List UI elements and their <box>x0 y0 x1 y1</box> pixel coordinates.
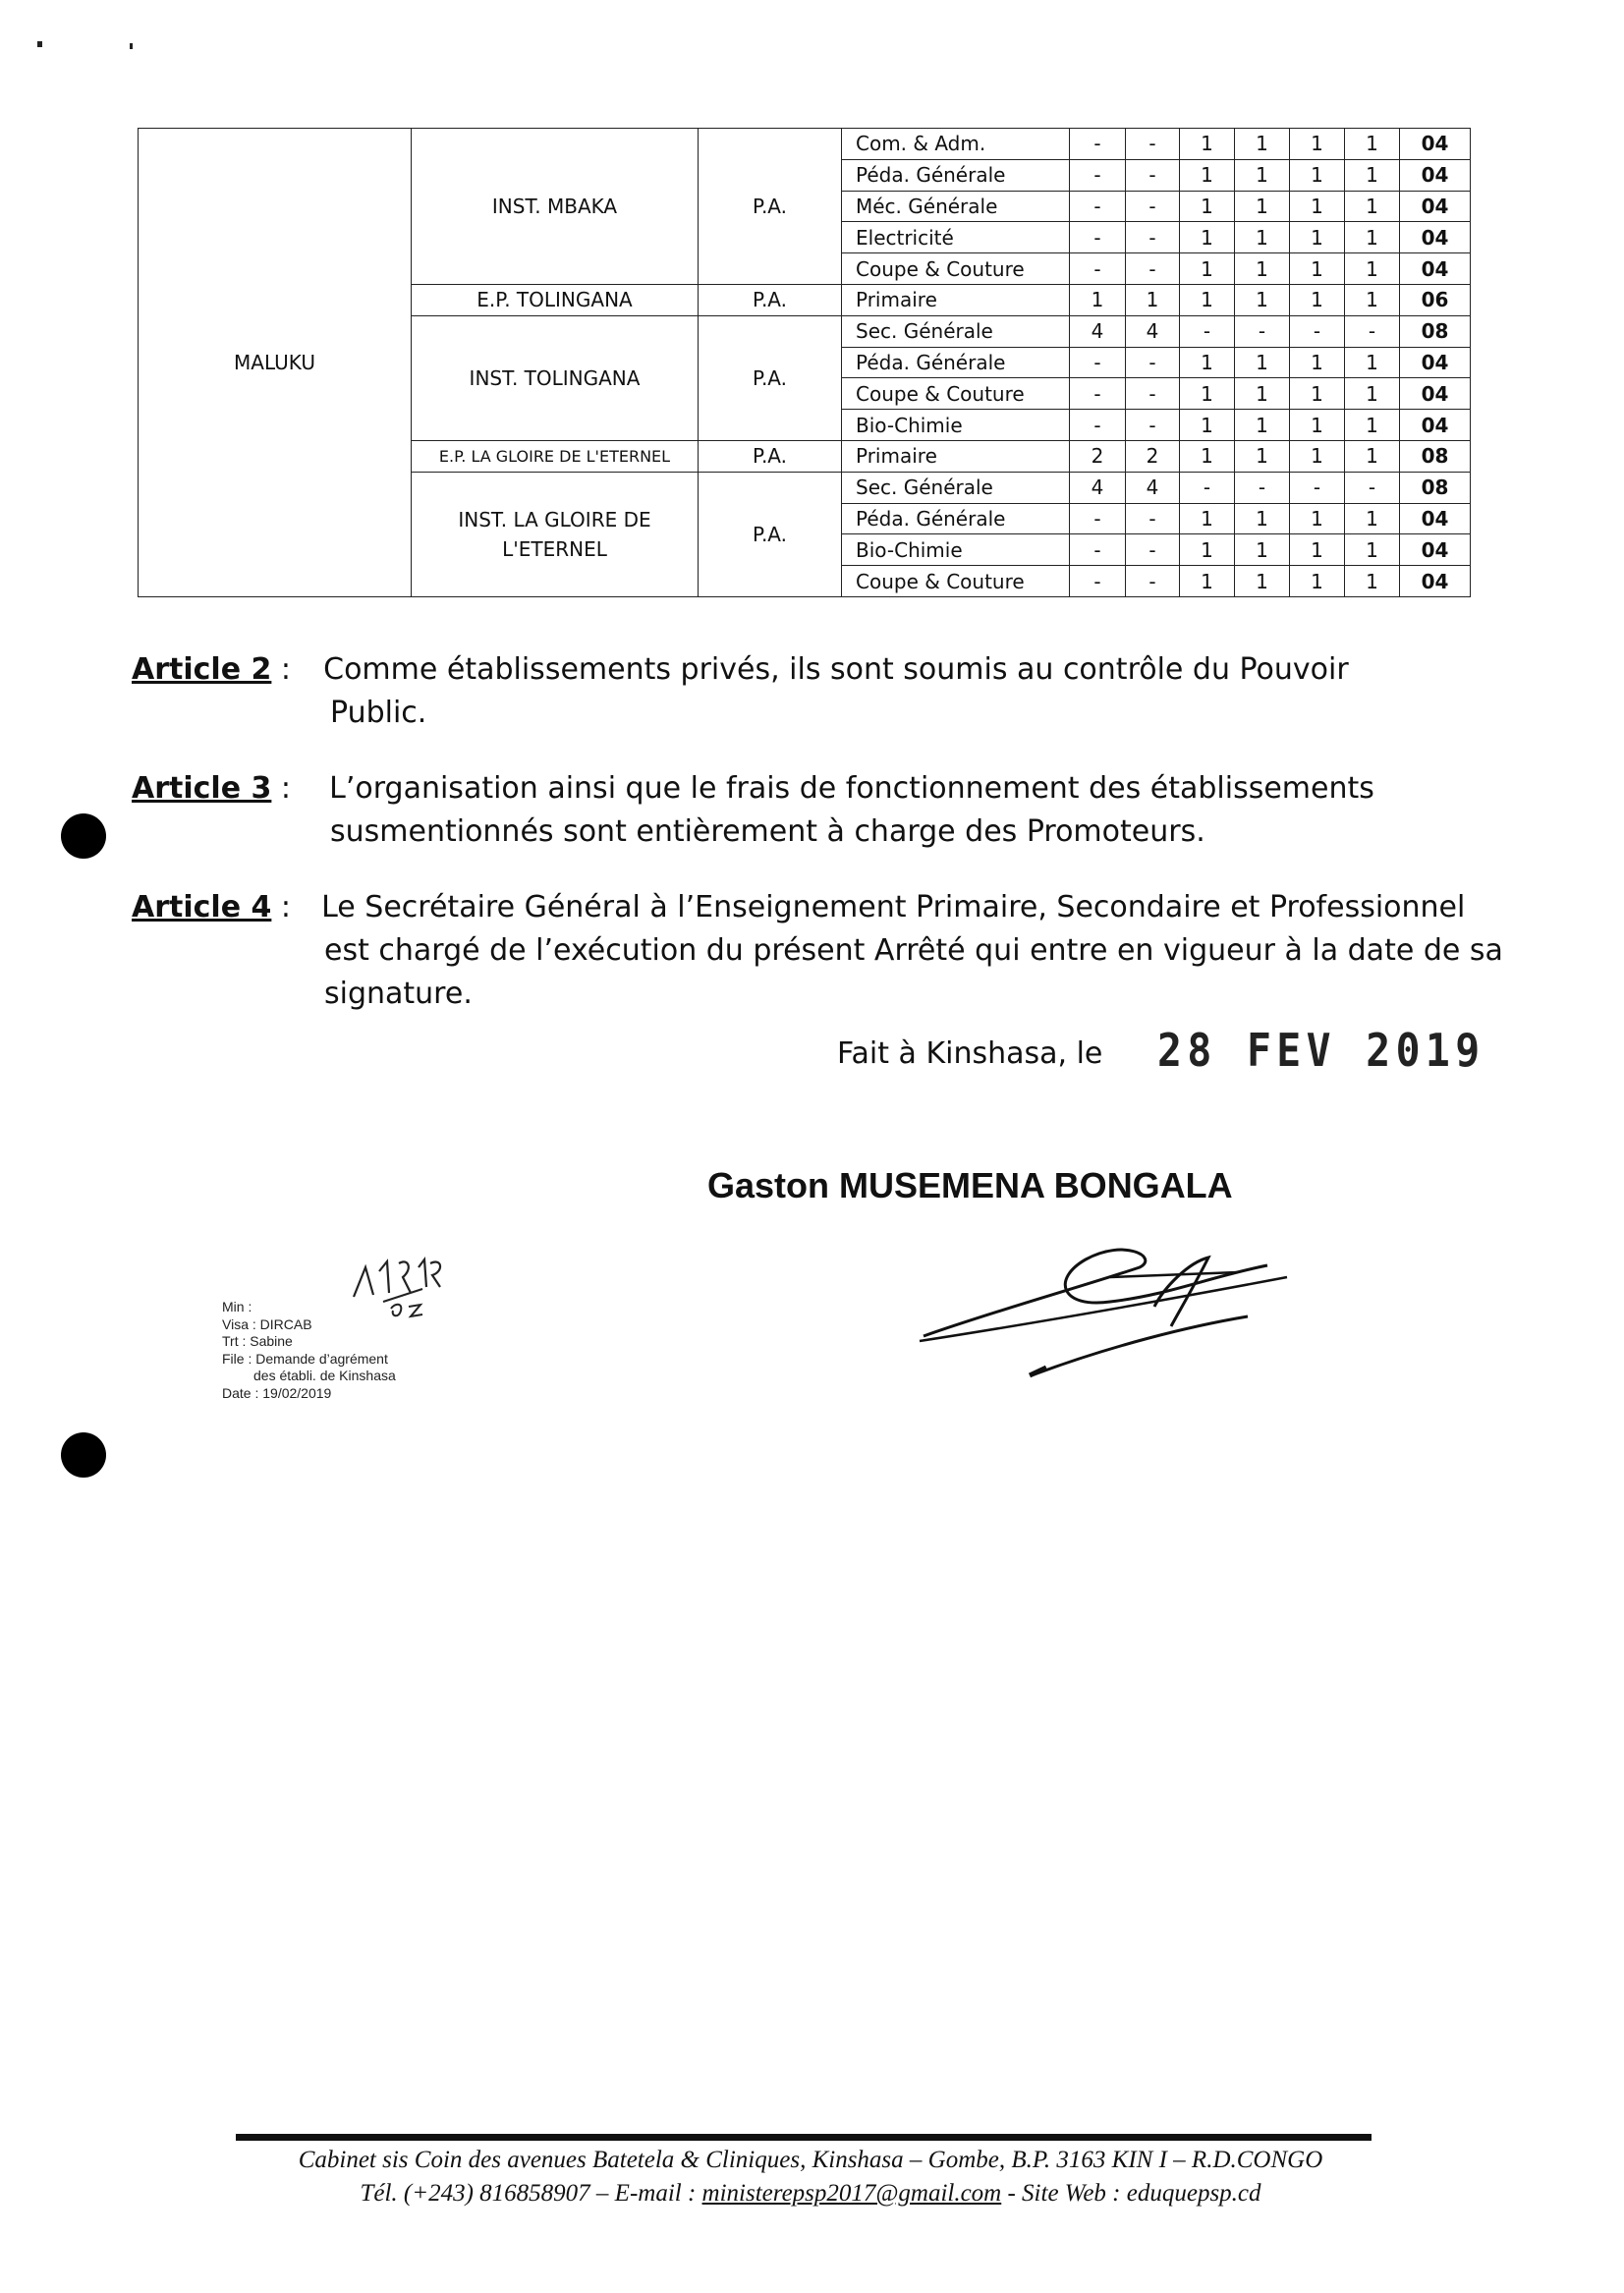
total-cell: 08 <box>1400 440 1471 472</box>
article-text: est chargé de l’exécution du présent Arrêté qui entre en vigueur à la date de sa <box>324 933 1503 968</box>
class-count-cell: 1 <box>1290 284 1345 315</box>
article-3: Article 3 : L’organisation ainsi que le frais de fonctionnement des établissements susmentionnés sont entièrement à charge des Promoteurs. <box>132 767 1487 854</box>
total-cell: 04 <box>1400 534 1471 566</box>
class-count-cell: - <box>1180 315 1235 347</box>
class-count-cell: 1 <box>1235 503 1290 534</box>
class-count-cell: 1 <box>1345 410 1400 441</box>
regime-cell: P.A. <box>699 129 842 285</box>
class-count-cell: 1 <box>1235 440 1290 472</box>
class-count-cell: 1 <box>1180 159 1235 191</box>
class-count-cell: - <box>1126 129 1180 160</box>
school-cell: E.P. TOLINGANA <box>412 284 699 315</box>
table-row <box>139 129 1471 160</box>
total-cell: 04 <box>1400 410 1471 441</box>
footer <box>196 2144 1425 2210</box>
class-count-cell: - <box>1070 378 1126 410</box>
total-cell: 04 <box>1400 378 1471 410</box>
class-count-cell: 1 <box>1345 159 1400 191</box>
footer-address: Cabinet sis Coin des avenues Batetela & Cliniques, Kinshasa – Gombe, B.P. 3163 KIN I – R.D.CONGO <box>298 2147 1323 2173</box>
option-cell: Coupe & Couture <box>842 253 1070 285</box>
class-count-cell: - <box>1290 472 1345 503</box>
class-count-cell: 1 <box>1180 191 1235 222</box>
class-count-cell: 1 <box>1235 222 1290 253</box>
class-count-cell: 1 <box>1180 410 1235 441</box>
article-4: Article 4 : Le Secrétaire Général à l’Enseignement Primaire, Secondaire et Professionnel est chargé de l’exécution du présent Arrêté qui entre en vigueur à la date de sa signature. <box>132 886 1487 1016</box>
scan-speck <box>130 43 133 49</box>
class-count-cell: 1 <box>1345 191 1400 222</box>
class-count-cell: 1 <box>1235 253 1290 285</box>
class-count-cell: - <box>1070 222 1126 253</box>
school-cell: E.P. LA GLOIRE DE L'ETERNEL <box>412 440 699 472</box>
class-count-cell: - <box>1126 534 1180 566</box>
class-count-cell: 4 <box>1070 472 1126 503</box>
signatory-name: Gaston MUSEMENA BONGALA <box>707 1165 1233 1205</box>
class-count-cell: - <box>1070 159 1126 191</box>
reference-notes: Min : Visa : DIRCAB Trt : Sabine File : Demande d’agrément des établi. de Kinshasa Date : 19/02/2019 <box>222 1299 396 1401</box>
district-cell: MALUKU <box>139 129 412 597</box>
regime-cell: P.A. <box>699 315 842 440</box>
option-cell: Péda. Générale <box>842 347 1070 378</box>
article-text: Public. <box>330 696 427 730</box>
schools-table <box>138 128 1471 597</box>
class-count-cell: 1 <box>1345 503 1400 534</box>
article-text: Comme établissements privés, ils sont soumis au contrôle du Pouvoir <box>323 652 1349 687</box>
option-cell: Bio-Chimie <box>842 534 1070 566</box>
class-count-cell: - <box>1126 503 1180 534</box>
class-count-cell: - <box>1180 472 1235 503</box>
date-stamp: 28 FEV 2019 <box>1157 1024 1485 1077</box>
class-count-cell: 1 <box>1345 253 1400 285</box>
class-count-cell: 4 <box>1070 315 1126 347</box>
option-cell: Coupe & Couture <box>842 378 1070 410</box>
regime-cell: P.A. <box>699 472 842 596</box>
class-count-cell: 4 <box>1126 472 1180 503</box>
article-label: Article 3 <box>132 771 272 806</box>
class-count-cell: 1 <box>1290 129 1345 160</box>
total-cell: 08 <box>1400 315 1471 347</box>
class-count-cell: 1 <box>1180 253 1235 285</box>
total-cell: 06 <box>1400 284 1471 315</box>
class-count-cell: 1 <box>1290 410 1345 441</box>
class-count-cell: 1 <box>1345 284 1400 315</box>
handwritten-signature <box>914 1218 1326 1395</box>
article-text: susmentionnés sont entièrement à charge des Promoteurs. <box>330 814 1205 849</box>
class-count-cell: - <box>1070 566 1126 597</box>
article-text: L’organisation ainsi que le frais de fonctionnement des établissements <box>329 771 1374 806</box>
class-count-cell: 1 <box>1290 440 1345 472</box>
option-cell: Sec. Générale <box>842 472 1070 503</box>
punch-hole <box>61 813 106 859</box>
scan-speck <box>37 41 42 47</box>
class-count-cell: 1 <box>1180 566 1235 597</box>
class-count-cell: 1 <box>1290 253 1345 285</box>
school-cell: INST. TOLINGANA <box>412 315 699 440</box>
total-cell: 04 <box>1400 159 1471 191</box>
class-count-cell: 1 <box>1180 129 1235 160</box>
class-count-cell: - <box>1126 159 1180 191</box>
option-cell: Coupe & Couture <box>842 566 1070 597</box>
option-cell: Electricité <box>842 222 1070 253</box>
total-cell: 04 <box>1400 503 1471 534</box>
class-count-cell: 1 <box>1235 347 1290 378</box>
option-cell: Péda. Générale <box>842 159 1070 191</box>
class-count-cell: - <box>1126 410 1180 441</box>
class-count-cell: 1 <box>1290 191 1345 222</box>
class-count-cell: - <box>1126 191 1180 222</box>
school-cell: INST. LA GLOIRE DE L'ETERNEL <box>412 472 699 596</box>
total-cell: 04 <box>1400 129 1471 160</box>
option-cell: Sec. Générale <box>842 315 1070 347</box>
total-cell: 04 <box>1400 191 1471 222</box>
class-count-cell: 1 <box>1290 159 1345 191</box>
option-cell: Péda. Générale <box>842 503 1070 534</box>
total-cell: 04 <box>1400 566 1471 597</box>
class-count-cell: - <box>1235 315 1290 347</box>
class-count-cell: 1 <box>1180 222 1235 253</box>
class-count-cell: 1 <box>1290 347 1345 378</box>
class-count-cell: 1 <box>1345 378 1400 410</box>
class-count-cell: 1 <box>1126 284 1180 315</box>
class-count-cell: - <box>1126 347 1180 378</box>
class-count-cell: - <box>1290 315 1345 347</box>
regime-cell: P.A. <box>699 440 842 472</box>
footer-contact: Tél. (+243) 816858907 – E-mail : ministerepsp2017@gmail.com - Site Web : eduquepsp.cd <box>360 2180 1261 2207</box>
place-and-date-label: Fait à Kinshasa, le <box>837 1036 1103 1071</box>
class-count-cell: 1 <box>1290 378 1345 410</box>
class-count-cell: 1 <box>1070 284 1126 315</box>
class-count-cell: - <box>1235 472 1290 503</box>
class-count-cell: 1 <box>1235 534 1290 566</box>
class-count-cell: 1 <box>1345 534 1400 566</box>
class-count-cell: - <box>1070 410 1126 441</box>
class-count-cell: - <box>1070 129 1126 160</box>
class-count-cell: 1 <box>1235 566 1290 597</box>
class-count-cell: 4 <box>1126 315 1180 347</box>
class-count-cell: 2 <box>1126 440 1180 472</box>
class-count-cell: 1 <box>1180 503 1235 534</box>
footer-email[interactable]: ministerepsp2017@gmail.com <box>701 2180 1002 2207</box>
class-count-cell: 1 <box>1235 159 1290 191</box>
class-count-cell: 1 <box>1345 129 1400 160</box>
class-count-cell: 1 <box>1235 410 1290 441</box>
class-count-cell: 1 <box>1180 378 1235 410</box>
class-count-cell: 1 <box>1345 566 1400 597</box>
class-count-cell: 1 <box>1235 284 1290 315</box>
class-count-cell: 1 <box>1290 222 1345 253</box>
option-cell: Méc. Générale <box>842 191 1070 222</box>
total-cell: 04 <box>1400 222 1471 253</box>
total-cell: 04 <box>1400 253 1471 285</box>
class-count-cell: 1 <box>1235 378 1290 410</box>
footer-rule <box>236 2134 1372 2141</box>
class-count-cell: - <box>1126 253 1180 285</box>
class-count-cell: - <box>1070 534 1126 566</box>
article-text: Le Secrétaire Général à l’Enseignement Primaire, Secondaire et Professionnel <box>321 890 1466 924</box>
class-count-cell: - <box>1126 566 1180 597</box>
article-label: Article 4 <box>132 890 272 924</box>
option-cell: Primaire <box>842 284 1070 315</box>
total-cell: 04 <box>1400 347 1471 378</box>
class-count-cell: 1 <box>1180 440 1235 472</box>
class-count-cell: - <box>1070 503 1126 534</box>
class-count-cell: 1 <box>1345 440 1400 472</box>
class-count-cell: 1 <box>1290 503 1345 534</box>
class-count-cell: 1 <box>1235 129 1290 160</box>
school-cell: INST. MBAKA <box>412 129 699 285</box>
class-count-cell: 1 <box>1345 222 1400 253</box>
punch-hole <box>61 1432 106 1478</box>
article-2: Article 2 : Comme établissements privés, ils sont soumis au contrôle du Pouvoir Public. <box>132 648 1487 735</box>
class-count-cell: 2 <box>1070 440 1126 472</box>
class-count-cell: 1 <box>1345 347 1400 378</box>
class-count-cell: 1 <box>1180 347 1235 378</box>
class-count-cell: - <box>1345 315 1400 347</box>
total-cell: 08 <box>1400 472 1471 503</box>
class-count-cell: - <box>1070 347 1126 378</box>
option-cell: Bio-Chimie <box>842 410 1070 441</box>
class-count-cell: - <box>1126 378 1180 410</box>
class-count-cell: - <box>1126 222 1180 253</box>
regime-cell: P.A. <box>699 284 842 315</box>
option-cell: Primaire <box>842 440 1070 472</box>
class-count-cell: - <box>1070 191 1126 222</box>
class-count-cell: 1 <box>1290 566 1345 597</box>
class-count-cell: 1 <box>1180 534 1235 566</box>
article-text: signature. <box>324 977 473 1011</box>
option-cell: Com. & Adm. <box>842 129 1070 160</box>
class-count-cell: - <box>1345 472 1400 503</box>
class-count-cell: - <box>1070 253 1126 285</box>
class-count-cell: 1 <box>1235 191 1290 222</box>
article-label: Article 2 <box>132 652 272 687</box>
class-count-cell: 1 <box>1290 534 1345 566</box>
class-count-cell: 1 <box>1180 284 1235 315</box>
